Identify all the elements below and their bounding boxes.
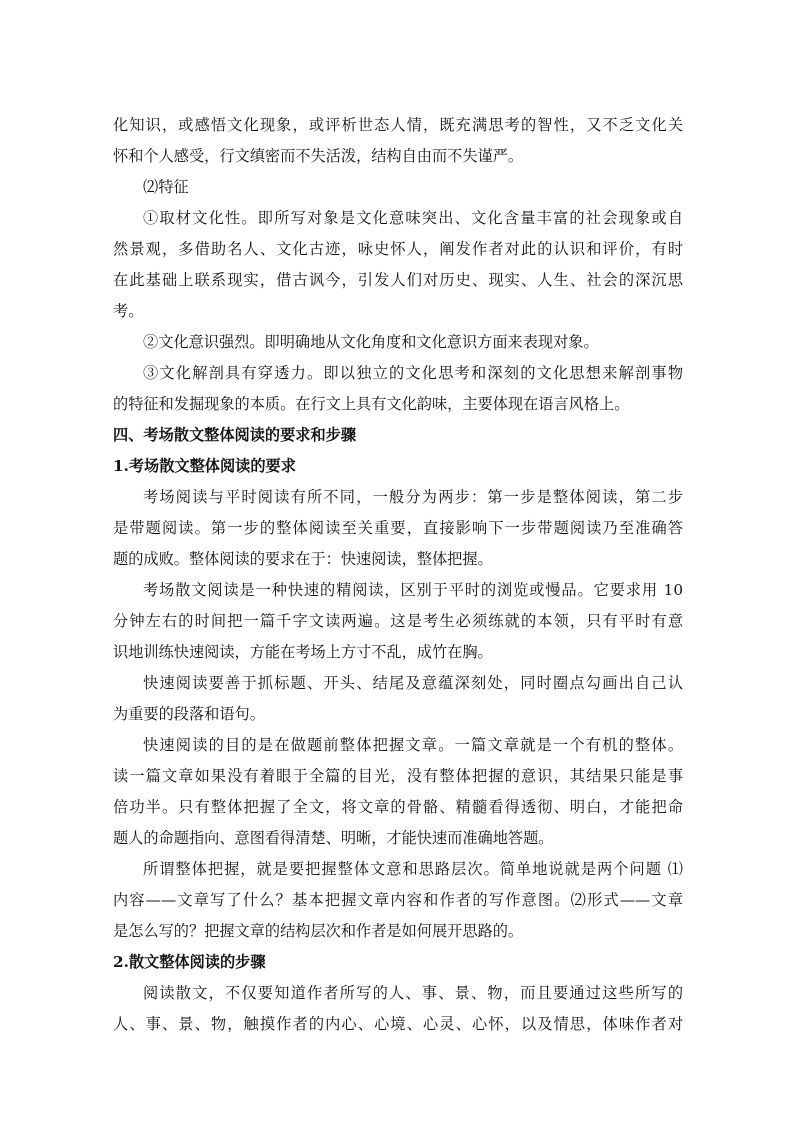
text-line: 识地训练快速阅读，方能在考场上方寸不乱，成竹在胸。 bbox=[113, 643, 493, 661]
paragraph bbox=[113, 978, 683, 1040]
text-line: 阅读散文，不仅要知道作者所写的人、事、景、物，而且要通过这些所写的 bbox=[143, 984, 683, 1002]
paragraph bbox=[113, 668, 683, 730]
subheading-features bbox=[113, 172, 683, 203]
paragraph bbox=[113, 203, 683, 327]
text-line: 题的成败。整体阅读的要求在于：快速阅读，整体把握。 bbox=[113, 550, 493, 568]
text-line: 内容——文章写了什么？基本把握文章内容和作者的写作意图。⑵形式——文章 bbox=[113, 891, 683, 909]
paragraph bbox=[113, 482, 683, 575]
paragraph bbox=[113, 110, 683, 172]
paragraph bbox=[113, 730, 683, 854]
text-line: 化知识，或感悟文化现象，或评析世态人情，既充满思考的智性，又不乏文化关 bbox=[113, 116, 683, 134]
text-line: 题人的命题指向、意图看得清楚、明晰，才能快速而准确地答题。 bbox=[113, 829, 554, 847]
text-line: 的特征和发掘现象的本质。在行文上具有文化韵味，主要体现在语言风格上。 bbox=[113, 395, 630, 413]
text-line: 为重要的段落和语句。 bbox=[113, 705, 265, 723]
text-line: 在此基础上联系现实，借古讽今，引发人们对历史、现实、人生、社会的深沉思 bbox=[113, 271, 683, 289]
text-line: ⑵特征 bbox=[143, 178, 189, 196]
text-line: 四、考场散文整体阅读的要求和步骤 bbox=[113, 426, 356, 444]
text-line: 是带题阅读。第一步的整体阅读至关重要，直接影响下一步带题阅读乃至准确答 bbox=[113, 519, 683, 537]
text-line: 读一篇文章如果没有着眼于全篇的目光，没有整体把握的意识，其结果只能是事 bbox=[113, 767, 683, 785]
text-line: ③文化解剖具有穿透力。即以独立的文化思考和深刻的文化思想来解剖事物 bbox=[143, 364, 683, 382]
text-line: 1.考场散文整体阅读的要求 bbox=[113, 457, 296, 475]
document-page bbox=[113, 110, 683, 1040]
text-line: 分钟左右的时间把一篇千字文读两遍。这是考生必须练就的本领，只有平时有意 bbox=[113, 612, 683, 630]
paragraph bbox=[113, 575, 683, 668]
text-line: ②文化意识强烈。即明确地从文化角度和文化意识方面来表现对象。 bbox=[143, 333, 599, 351]
paragraph bbox=[113, 854, 683, 947]
text-line: 快速阅读的目的是在做题前整体把握文章。一篇文章就是一个有机的整体。 bbox=[143, 736, 683, 754]
paragraph bbox=[113, 327, 683, 358]
section-heading bbox=[113, 420, 683, 451]
text-line: 2.散文整体阅读的步骤 bbox=[113, 953, 266, 971]
text-line: 考场散文阅读是一种快速的精阅读，区别于平时的浏览或慢品。它要求用 10 bbox=[143, 581, 683, 599]
text-line: ①取材文化性。即所写对象是文化意味突出、文化含量丰富的社会现象或自 bbox=[143, 209, 683, 227]
text-line: 考。 bbox=[113, 302, 144, 320]
text-line: 是怎么写的？把握文章的结构层次和作者是如何展开思路的。 bbox=[113, 922, 524, 940]
subheading bbox=[113, 451, 683, 482]
text-line: 倍功半。只有整体把握了全文，将文章的骨骼、精髓看得透彻、明白，才能把命 bbox=[113, 798, 683, 816]
text-line: 考场阅读与平时阅读有所不同，一般分为两步：第一步是整体阅读，第二步 bbox=[143, 488, 683, 506]
text-line: 所谓整体把握，就是要把握整体文意和思路层次。简单地说就是两个问题 ⑴ bbox=[143, 860, 683, 878]
text-line: 人、事、景、物，触摸作者的内心、心境、心灵、心怀，以及情思，体味作者对 bbox=[113, 1015, 683, 1033]
subheading bbox=[113, 947, 683, 978]
text-line: 然景观，多借助名人、文化古迹，咏史怀人，阐发作者对此的认识和评价，有时 bbox=[113, 240, 683, 258]
paragraph bbox=[113, 358, 683, 420]
text-line: 快速阅读要善于抓标题、开头、结尾及意蕴深刻处，同时圈点勾画出自己认 bbox=[143, 674, 683, 692]
text-line: 怀和个人感受，行文缜密而不失活泼，结构自由而不失谨严。 bbox=[113, 147, 524, 165]
